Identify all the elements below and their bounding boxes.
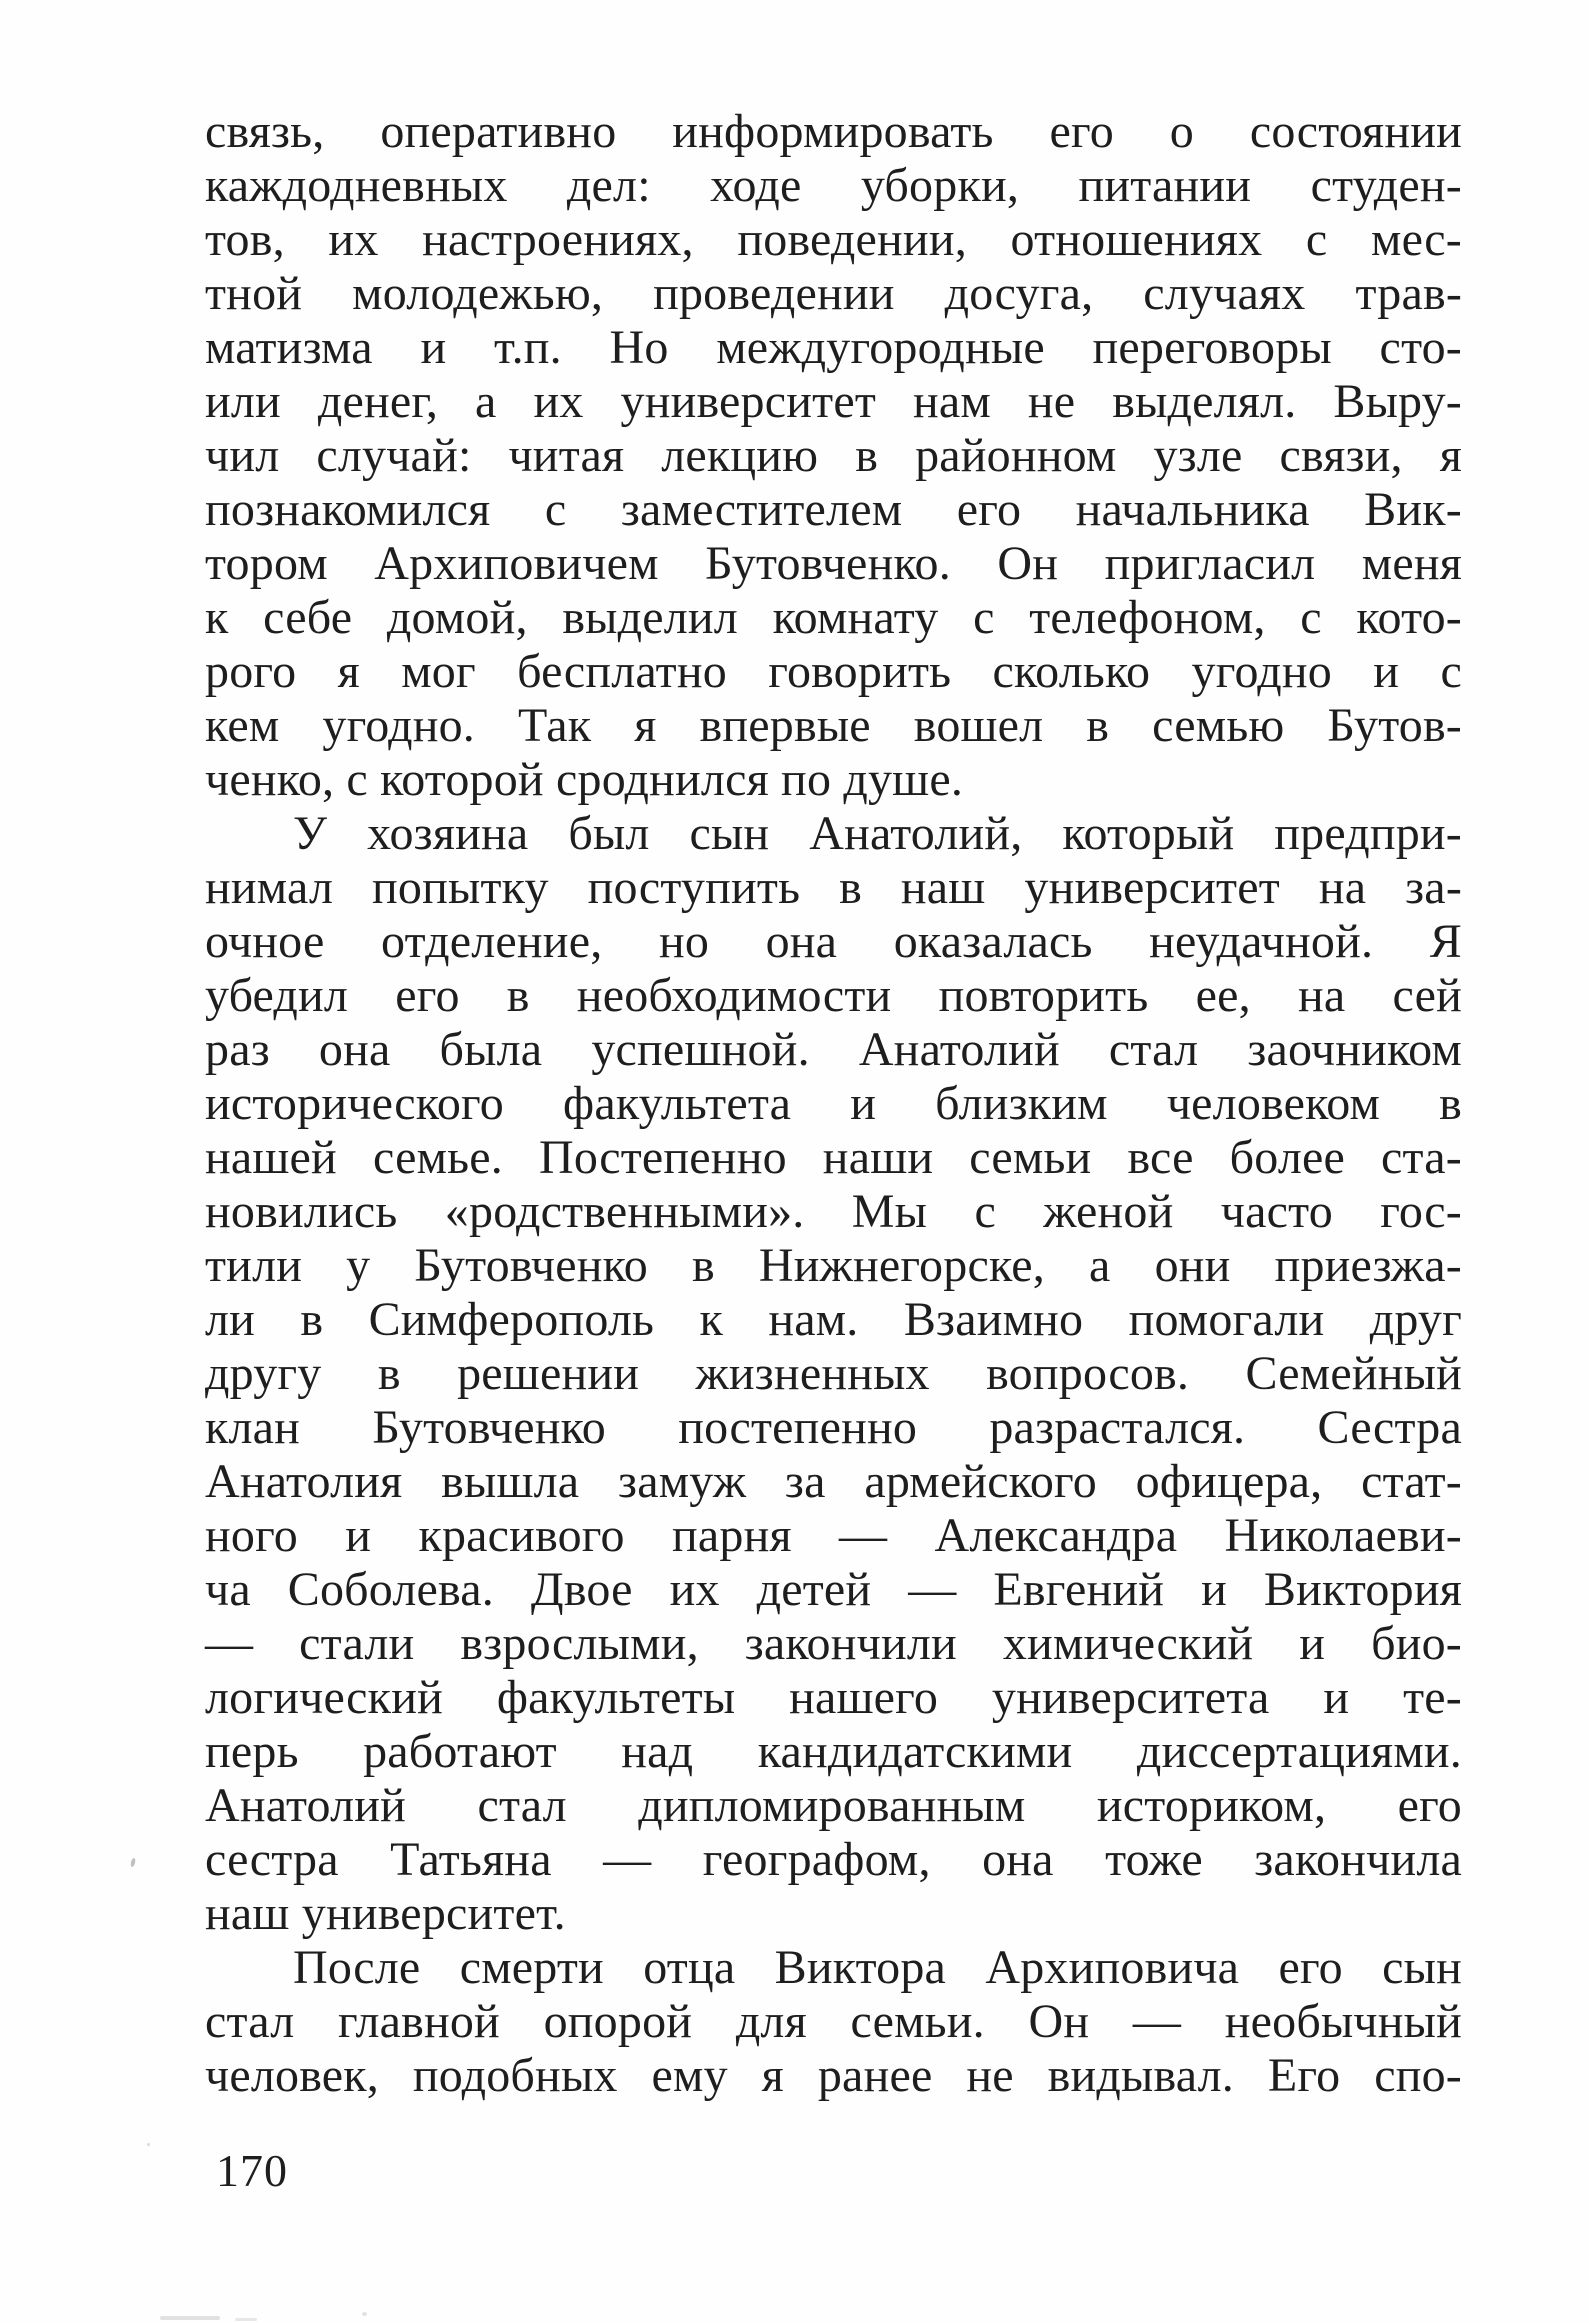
scan-speck [130,1858,136,1868]
text-line: нашей семье. Постепенно наши семьи все более ста- [205,1131,1462,1184]
text-line: Анатолия вышла замуж за армейского офицера, стат- [205,1455,1462,1508]
text-line: новились «родственными». Мы с женой часто гос- [205,1185,1462,1238]
text-line: — стали взрослыми, закончили химический и био- [205,1617,1462,1670]
scan-speck [147,2143,150,2146]
text-line: ча Соболева. Двое их детей — Евгений и Виктория [205,1563,1462,1616]
text-line: очное отделение, но она оказалась неудачной. Я [205,915,1462,968]
text-line: связь, оперативно информировать его о состоянии [205,105,1462,158]
text-line: Анатолий стал дипломированным историком, его [205,1779,1462,1832]
text-line: чил случай: читая лекцию в районном узле связи, я [205,429,1462,482]
text-line: раз она была успешной. Анатолий стал заочником [205,1023,1462,1076]
text-line: У хозяина был сын Анатолий, который предпри- [293,807,1462,860]
text-line: матизма и т.п. Но междугородные переговоры сто- [205,321,1462,374]
text-line: перь работают над кандидатскими диссертациями. [205,1725,1462,1778]
text-line: ли в Симферополь к нам. Взаимно помогали друг [205,1293,1462,1346]
text-line: клан Бутовченко постепенно разрастался. Сестра [205,1401,1462,1454]
text-line: или денег, а их университет нам не выделял. Выру- [205,375,1462,428]
text-line: человек, подобных ему я ранее не видывал. Его спо- [205,2049,1462,2102]
scan-speck [362,2312,367,2316]
text-block [205,105,1462,2103]
text-line: каждодневных дел: ходе уборки, питании студен- [205,159,1462,212]
text-line: ченко, с которой сроднился по душе. [205,753,964,806]
text-line: После смерти отца Виктора Архиповича его сын [293,1941,1462,1994]
text-line: наш университет. [205,1887,566,1940]
text-line: сестра Татьяна — географом, она тоже закончила [205,1833,1462,1886]
text-line: исторического факультета и близким человеком в [205,1077,1462,1130]
scan-speck [160,2316,220,2320]
page-number: 170 [216,2145,288,2196]
scan-speck [235,2318,257,2321]
text-line: тором Архиповичем Бутовченко. Он пригласил меня [205,537,1462,590]
text-line: логический факультеты нашего университета и те- [205,1671,1462,1724]
text-line: к себе домой, выделил комнату с телефоном, с кото- [205,591,1462,644]
text-line: тной молодежью, проведении досуга, случаях трав- [205,267,1462,320]
text-line: кем угодно. Так я впервые вошел в семью Бутов- [205,699,1462,752]
text-line: тов, их настроениях, поведении, отношениях с мес- [205,213,1462,266]
text-line: нимал попытку поступить в наш университет на за- [205,861,1462,914]
text-line: познакомился с заместителем его начальника Вик- [205,483,1462,536]
text-line: убедил его в необходимости повторить ее, на сей [205,969,1462,1022]
text-line: другу в решении жизненных вопросов. Семейный [205,1347,1462,1400]
text-line: тили у Бутовченко в Нижнегорске, а они приезжа- [205,1239,1462,1292]
text-line: ного и красивого парня — Александра Николаеви- [205,1509,1462,1562]
text-line: рого я мог бесплатно говорить сколько угодно и с [205,645,1462,698]
text-line: стал главной опорой для семьи. Он — необычный [205,1995,1462,2048]
